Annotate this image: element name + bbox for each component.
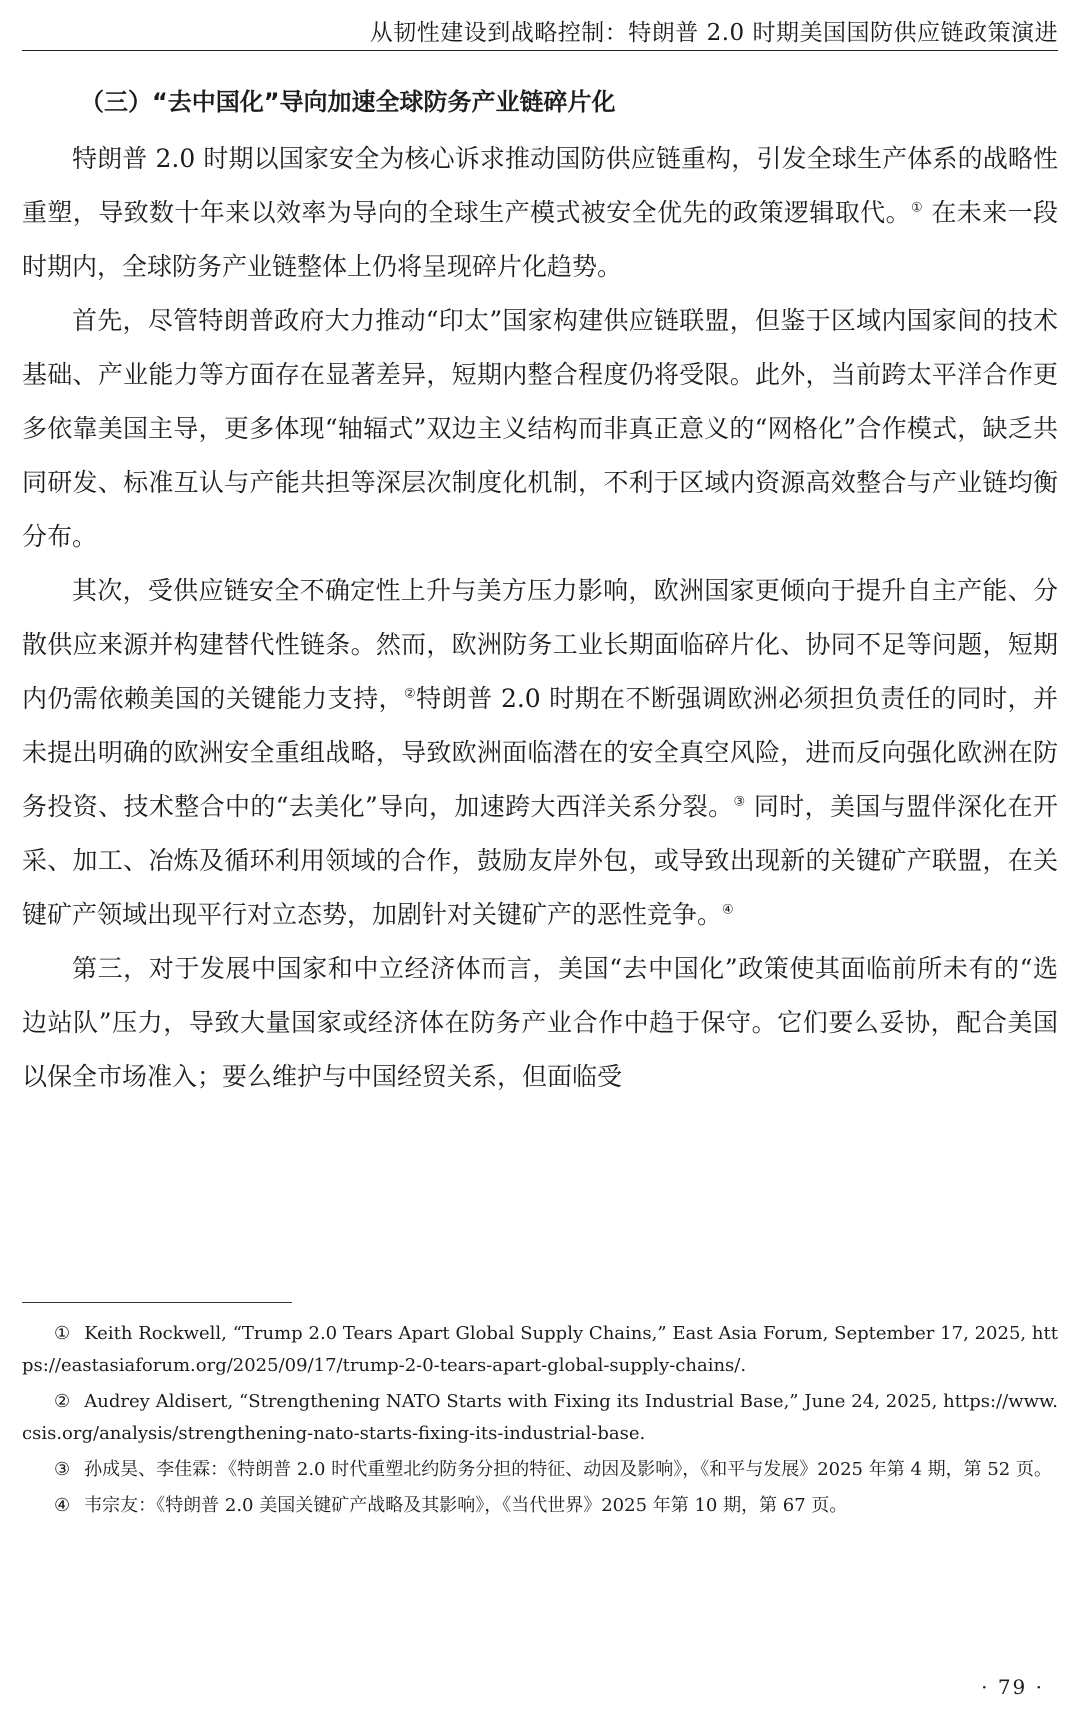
paragraph-2 <box>22 294 1058 564</box>
footnote-mark: ③ <box>54 1459 71 1480</box>
footnote-mark: ② <box>54 1391 71 1412</box>
footnote-mark: ④ <box>54 1495 71 1516</box>
paragraph-3-text-b: 特朗普 2.0 时期在不断强调欧洲必须担负责任的同时，并未提出明确的欧洲安全重组战略，导致欧洲面临潜在的安全真空风险，进而反向强化欧洲在防务投资、技术整合中的“去美化”导向，加速跨大西洋关系分裂。 <box>22 684 1058 821</box>
paragraph-2-text: 首先，尽管特朗普政府大力推动“印太”国家构建供应链联盟，但鉴于区域内国家间的技术基础、产业能力等方面存在显著差异，短期内整合程度仍将受限。此外，当前跨太平洋合作更多依靠美国主导，更多体现“轴辐式”双边主义结构而非真正意义的“网格化”合作模式，缺乏共同研发、标准互认与产能共担等深层次制度化机制，不利于区域内资源高效整合与产业链均衡分布。 <box>22 306 1058 551</box>
paragraph-1-text-b: 在未来一段时期内，全球防务产业链整体上仍将呈现碎片化趋势。 <box>22 198 1058 281</box>
section-heading: （三）“去中国化”导向加速全球防务产业链碎片化 <box>80 88 616 116</box>
footnote-2 <box>22 1386 1058 1450</box>
footnote-mark: ① <box>54 1323 71 1344</box>
paragraph-3-text-a: 其次，受供应链安全不确定性上升与美方压力影响，欧洲国家更倾向于提升自主产能、分散供应来源并构建替代性链条。然而，欧洲防务工业长期面临碎片化、协同不足等问题，短期内仍需依赖美国的关键能力支持， <box>22 576 1058 713</box>
footnote-1 <box>22 1318 1058 1382</box>
paragraph-4 <box>22 942 1058 1104</box>
paragraph-1-text-a: 特朗普 2.0 时期以国家安全为核心诉求推动国防供应链重构，引发全球生产体系的战略性重塑，导致数十年来以效率为导向的全球生产模式被安全优先的政策逻辑取代。 <box>22 144 1058 227</box>
paragraph-1 <box>22 132 1058 294</box>
footnote-text[interactable]: Keith Rockwell, “Trump 2.0 Tears Apart Global Supply Chains,” East Asia Forum, September 17, 2025, https://eastasiaforum.org/2025/09/17/trump-2-0-tears-apart-global-supply-chains/. <box>22 1323 1058 1376</box>
running-header: 从韧性建设到战略控制：特朗普 2.0 时期美国国防供应链政策演进 <box>369 20 1058 46</box>
footnote-ref-1[interactable]: ① <box>910 200 924 216</box>
footnote-text: 韦宗友：《特朗普 2.0 美国关键矿产战略及其影响》，《当代世界》2025 年第 10 期，第 67 页。 <box>84 1495 848 1516</box>
header-rule <box>22 50 1058 51</box>
page-number: · 79 · <box>981 1675 1044 1699</box>
footnotes <box>22 1318 1058 1526</box>
footnote-ref-4[interactable]: ④ <box>722 902 734 918</box>
paragraph-4-text: 第三，对于发展中国家和中立经济体而言，美国“去中国化”政策使其面临前所未有的“选边站队”压力，导致大量国家或经济体在防务产业合作中趋于保守。它们要么妥协，配合美国以保全市场准入；要么维护与中国经贸关系，但面临受 <box>22 954 1058 1091</box>
paragraph-3 <box>22 564 1058 942</box>
footnote-ref-3[interactable]: ③ <box>733 794 746 810</box>
footnote-4 <box>22 1490 1058 1522</box>
footnote-text: 孙成昊、李佳霖：《特朗普 2.0 时代重塑北约防务分担的特征、动因及影响》，《和平与发展》2025 年第 4 期，第 52 页。 <box>84 1459 1052 1480</box>
paragraph-3-text-c: 同时，美国与盟伴深化在开采、加工、冶炼及循环利用领域的合作，鼓励友岸外包，或导致出现新的关键矿产联盟，在关键矿产领域出现平行对立态势，加剧针对关键矿产的恶性竞争。 <box>22 792 1058 929</box>
footnote-rule <box>22 1302 292 1303</box>
footnote-3 <box>22 1454 1058 1486</box>
footnote-text[interactable]: Audrey Aldisert, “Strengthening NATO Starts with Fixing its Industrial Base,” June 24, 2025, https://www.csis.org/analysis/strengthening-nato-starts-fixing-its-industrial-base. <box>22 1391 1058 1444</box>
main-text <box>22 78 1058 1104</box>
footnote-ref-2[interactable]: ② <box>404 686 417 702</box>
